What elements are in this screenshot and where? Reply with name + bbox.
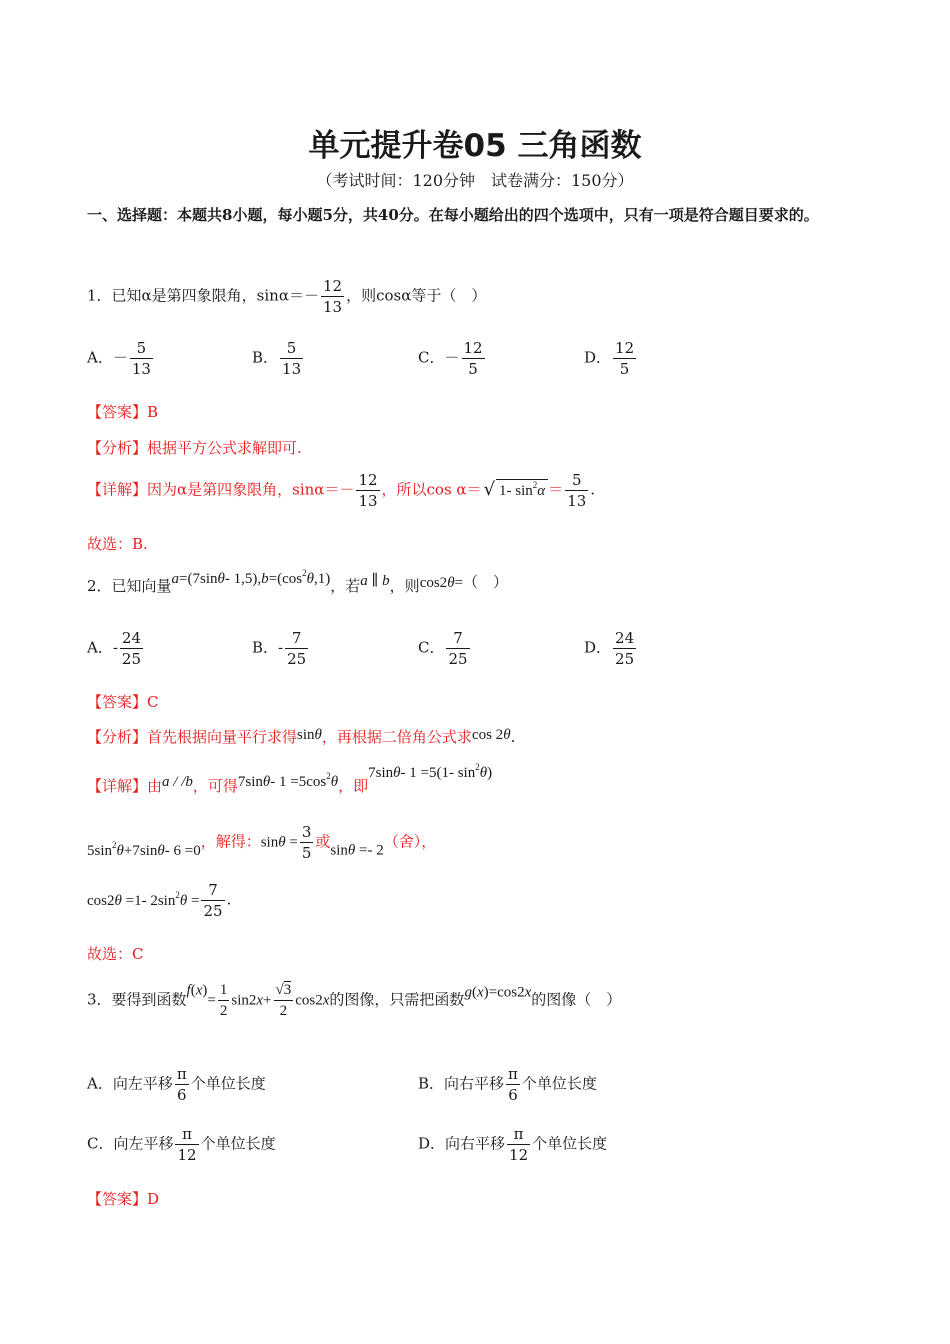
question-3: 3．要得到函数f(x)= $\frac{1}{2}$ sin2x+ $\frac{√3}{2}$ cos2x的图像，只需把函数g(x)=cos2x的图像（ ） xyxy=(87,982,622,1019)
q1-detail: 【详解】因为α是第四象限角，sinα＝－ $\frac{12}{13}$ ，所以cos α＝ √ 1- $\sin^2\alpha$ ＝ $\frac{5}{13}$ . xyxy=(87,471,596,510)
q2-solve-line: $5\sin^2\theta+7\sin\theta-$ 6 =0，解得：sinθ = $\frac{3}{5}$ 或sinθ =- 2（舍）， xyxy=(87,823,437,862)
q2-result-line: cos2θ =1- $2\sin^2\theta$ = $\frac{7}{25}$ . xyxy=(87,881,232,920)
q1-conclude: 故选：B. xyxy=(87,535,148,553)
q2-detail: 【详解】由a / /b，可得7sinθ- $1 =5\cos^2\theta$，即7sinθ- 1 =5(1- $\sin^2\theta$) xyxy=(87,762,493,795)
q3-answer: 【答案】D xyxy=(87,1190,160,1208)
q1-answer: 【答案】B xyxy=(87,403,159,421)
q3-option-b[interactable]: B．向右平移 $\frac{\pi}{6}$ 个单位长度 xyxy=(418,1065,597,1104)
q2-option-d[interactable]: D． $\frac{24}{25}$ xyxy=(584,629,635,668)
q1-option-d[interactable]: D． $\frac{12}{5}$ xyxy=(584,339,635,378)
question-2: 2．已知向量a=(7sinθ- $1,5),b=(\cos^2\theta,1)$，若a ∥ b，则cos2θ=（ ） xyxy=(87,568,509,595)
q1-option-a[interactable]: A．－ $\frac{5}{13}$ xyxy=(87,339,151,378)
q2-analysis: 【分析】首先根据向量平行求得sinθ，再根据二倍角公式求cos 2θ. xyxy=(87,727,516,746)
section-heading: 一、选择题：本题共8小题，每小题5分，共40分。在每小题给出的四个选项中，只有一项是符合题目要求的。 xyxy=(87,206,819,224)
q1-option-c[interactable]: C．－ $\frac{12}{5}$ xyxy=(418,339,483,378)
fraction: $\frac{12}{13}$ xyxy=(322,277,343,316)
q2-option-a[interactable]: A．- $\frac{24}{25}$ xyxy=(87,629,142,668)
q2-answer: 【答案】C xyxy=(87,693,159,711)
q3-option-c[interactable]: C．向左平移 $\frac{\pi}{12}$ 个单位长度 xyxy=(87,1125,276,1164)
question-1: 1．已知α是第四象限角，sinα＝－ $\frac{12}{13}$ ，则cosα等于（ ） xyxy=(87,277,487,316)
q2-option-c[interactable]: C． $\frac{7}{25}$ xyxy=(418,629,468,668)
q3-option-d[interactable]: D．向右平移 $\frac{\pi}{12}$ 个单位长度 xyxy=(418,1125,608,1164)
q2-option-b[interactable]: B．- $\frac{7}{25}$ xyxy=(252,629,307,668)
q2-conclude: 故选：C xyxy=(87,945,144,963)
q1-analysis: 【分析】根据平方公式求解即可. xyxy=(87,439,302,457)
page-title: 单元提升卷05 三角函数 xyxy=(308,128,642,164)
q3-option-a[interactable]: A．向左平移 $\frac{\pi}{6}$ 个单位长度 xyxy=(87,1065,266,1104)
page-subtitle: （考试时间：120分钟 试卷满分：150分） xyxy=(316,171,634,190)
q1-option-b[interactable]: B． $\frac{5}{13}$ xyxy=(252,339,302,378)
